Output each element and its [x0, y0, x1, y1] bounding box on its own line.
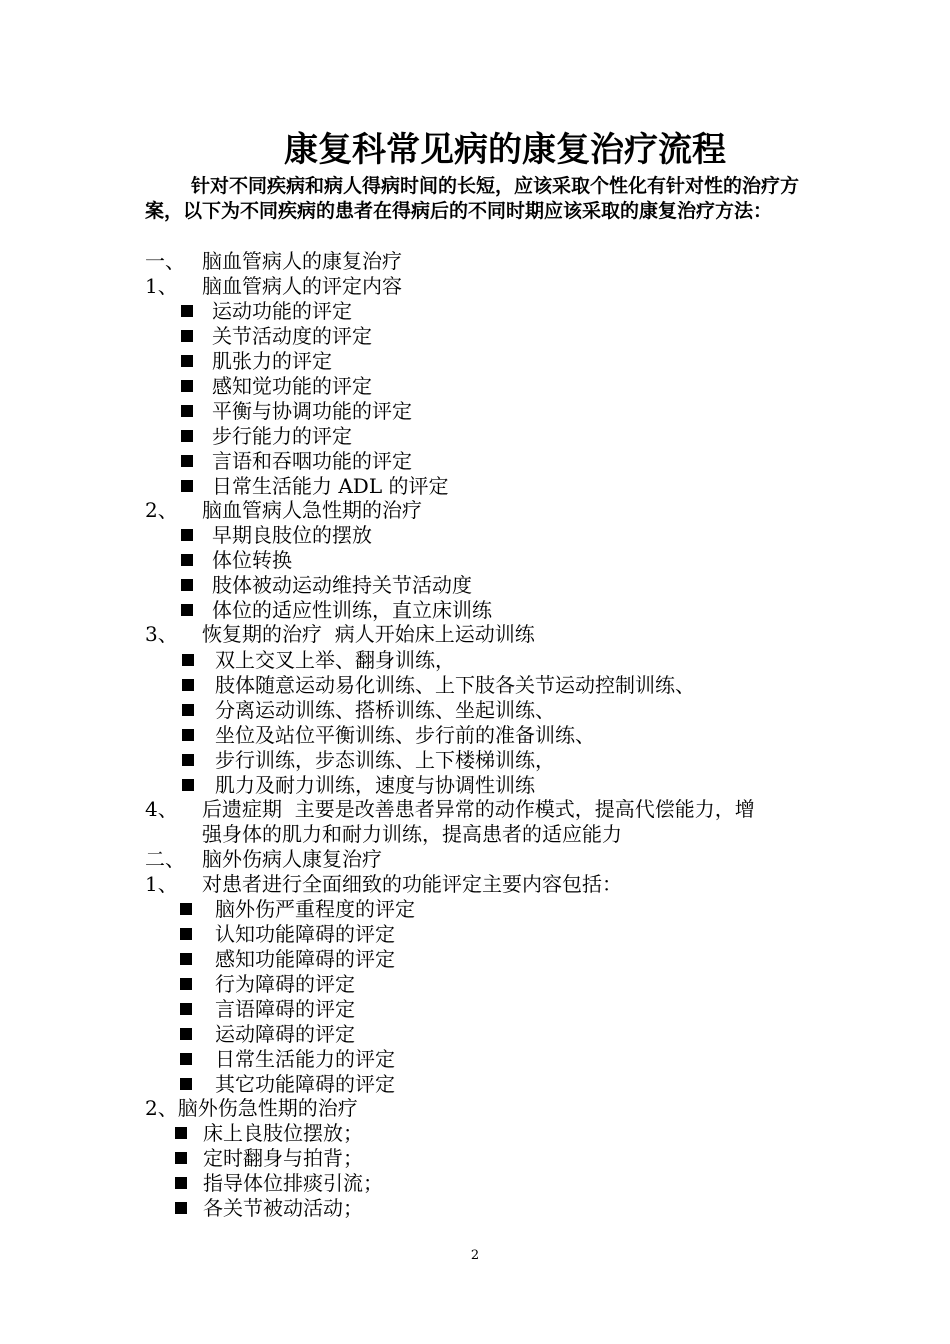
list-item: 日常生活能力的评定 — [180, 1047, 395, 1072]
list-item: 其它功能障碍的评定 — [180, 1072, 395, 1097]
document-title: 康复科常见病的康复治疗流程 — [284, 130, 726, 170]
intro-text: 针对不同疾病和病人得病时间的长短，应该采取个性化有针对性的治疗方案，以下为不同疾病的患者在得病后的不同时期应该采取的康复治疗方法： — [145, 175, 800, 222]
list-item: 坐位及站位平衡训练、步行前的准备训练、 — [182, 723, 595, 748]
list-item: 认知功能障碍的评定 — [180, 922, 395, 947]
square-bullet-icon — [181, 604, 193, 616]
list-item: 肢体被动运动维持关节活动度 — [181, 573, 472, 598]
list-item: 床上良肢位摆放； — [175, 1121, 363, 1146]
list-item: 指导体位排痰引流； — [175, 1171, 383, 1196]
list-item: 行为障碍的评定 — [180, 972, 355, 997]
list-item: 步行训练，步态训练、上下楼梯训练， — [182, 748, 555, 773]
square-bullet-icon — [180, 903, 192, 915]
subsection-number: 1、 — [145, 274, 178, 298]
section-title: 脑外伤病人康复治疗 — [202, 847, 382, 871]
intro-paragraph — [145, 174, 815, 224]
subsection-heading: 2、脑外伤急性期的治疗 — [145, 1096, 358, 1120]
subsection-heading — [145, 872, 622, 897]
square-bullet-icon — [182, 704, 194, 716]
square-bullet-icon — [175, 1152, 187, 1164]
list-item: 感知觉功能的评定 — [181, 374, 372, 399]
square-bullet-icon — [181, 380, 193, 392]
list-item: 感知功能障碍的评定 — [180, 947, 395, 972]
subsection-heading — [145, 797, 755, 822]
square-bullet-icon — [180, 1028, 192, 1040]
subsection-heading — [145, 274, 402, 299]
square-bullet-icon — [181, 529, 193, 541]
list-item: 运动功能的评定 — [181, 299, 352, 324]
square-bullet-icon — [180, 953, 192, 965]
square-bullet-icon — [180, 1078, 192, 1090]
subsection-number: 2、 — [145, 498, 178, 522]
list-item: 平衡与协调功能的评定 — [181, 399, 412, 424]
subsection-text-continuation: 强身体的肌力和耐力训练，提高患者的适应能力 — [202, 822, 622, 846]
square-bullet-icon — [175, 1127, 187, 1139]
subsection-title: 对患者进行全面细致的功能评定主要内容包括： — [202, 872, 622, 896]
list-item: 脑外伤严重程度的评定 — [180, 897, 415, 922]
subsection-number: 4、 — [145, 797, 178, 821]
section-number: 二、 — [145, 847, 185, 871]
square-bullet-icon — [181, 480, 193, 492]
list-item: 双上交叉上举、翻身训练， — [182, 648, 455, 673]
section-title: 脑血管病人的康复治疗 — [202, 249, 402, 273]
list-item: 肌力及耐力训练，速度与协调性训练 — [182, 773, 535, 798]
square-bullet-icon — [181, 305, 193, 317]
list-item: 肢体随意运动易化训练、上下肢各关节运动控制训练、 — [182, 673, 695, 698]
list-item: 运动障碍的评定 — [180, 1022, 355, 1047]
square-bullet-icon — [181, 579, 193, 591]
subsection-number: 1、 — [145, 872, 178, 896]
square-bullet-icon — [181, 430, 193, 442]
square-bullet-icon — [182, 679, 194, 691]
section2-heading — [145, 847, 382, 872]
list-item: 日常生活能力 ADL 的评定 — [181, 474, 448, 499]
square-bullet-icon — [182, 654, 194, 666]
square-bullet-icon — [180, 928, 192, 940]
square-bullet-icon — [182, 729, 194, 741]
square-bullet-icon — [181, 330, 193, 342]
square-bullet-icon — [180, 1053, 192, 1065]
square-bullet-icon — [182, 754, 194, 766]
list-item: 体位转换 — [181, 548, 292, 573]
list-item: 言语障碍的评定 — [180, 997, 355, 1022]
subsection-text-line: 后遗症期 主要是改善患者异常的动作模式，提高代偿能力，增 — [202, 797, 755, 821]
list-item: 体位的适应性训练，直立床训练 — [181, 598, 492, 623]
list-item: 言语和吞咽功能的评定 — [181, 449, 412, 474]
list-item: 早期良肢位的摆放 — [181, 523, 372, 548]
square-bullet-icon — [175, 1177, 187, 1189]
square-bullet-icon — [181, 554, 193, 566]
square-bullet-icon — [180, 978, 192, 990]
subsection-title: 脑血管病人急性期的治疗 — [202, 498, 422, 522]
square-bullet-icon — [181, 455, 193, 467]
square-bullet-icon — [182, 779, 194, 791]
list-item: 关节活动度的评定 — [181, 324, 372, 349]
list-item: 分离运动训练、搭桥训练、坐起训练、 — [182, 698, 555, 723]
page-number: 2 — [470, 1248, 480, 1263]
list-item: 各关节被动活动； — [175, 1196, 363, 1221]
list-item: 定时翻身与拍背； — [175, 1146, 363, 1171]
subsection-title: 脑血管病人的评定内容 — [202, 274, 402, 298]
subsection-number: 3、 — [145, 622, 178, 646]
subsection-heading — [145, 498, 422, 523]
list-item: 肌张力的评定 — [181, 349, 332, 374]
list-item: 步行能力的评定 — [181, 424, 352, 449]
section1-heading — [145, 249, 402, 274]
square-bullet-icon — [180, 1003, 192, 1015]
square-bullet-icon — [181, 355, 193, 367]
square-bullet-icon — [175, 1202, 187, 1214]
subsection-heading — [145, 622, 535, 647]
square-bullet-icon — [181, 405, 193, 417]
subsection-title: 恢复期的治疗 病人开始床上运动训练 — [202, 622, 535, 646]
section-number: 一、 — [145, 249, 185, 273]
